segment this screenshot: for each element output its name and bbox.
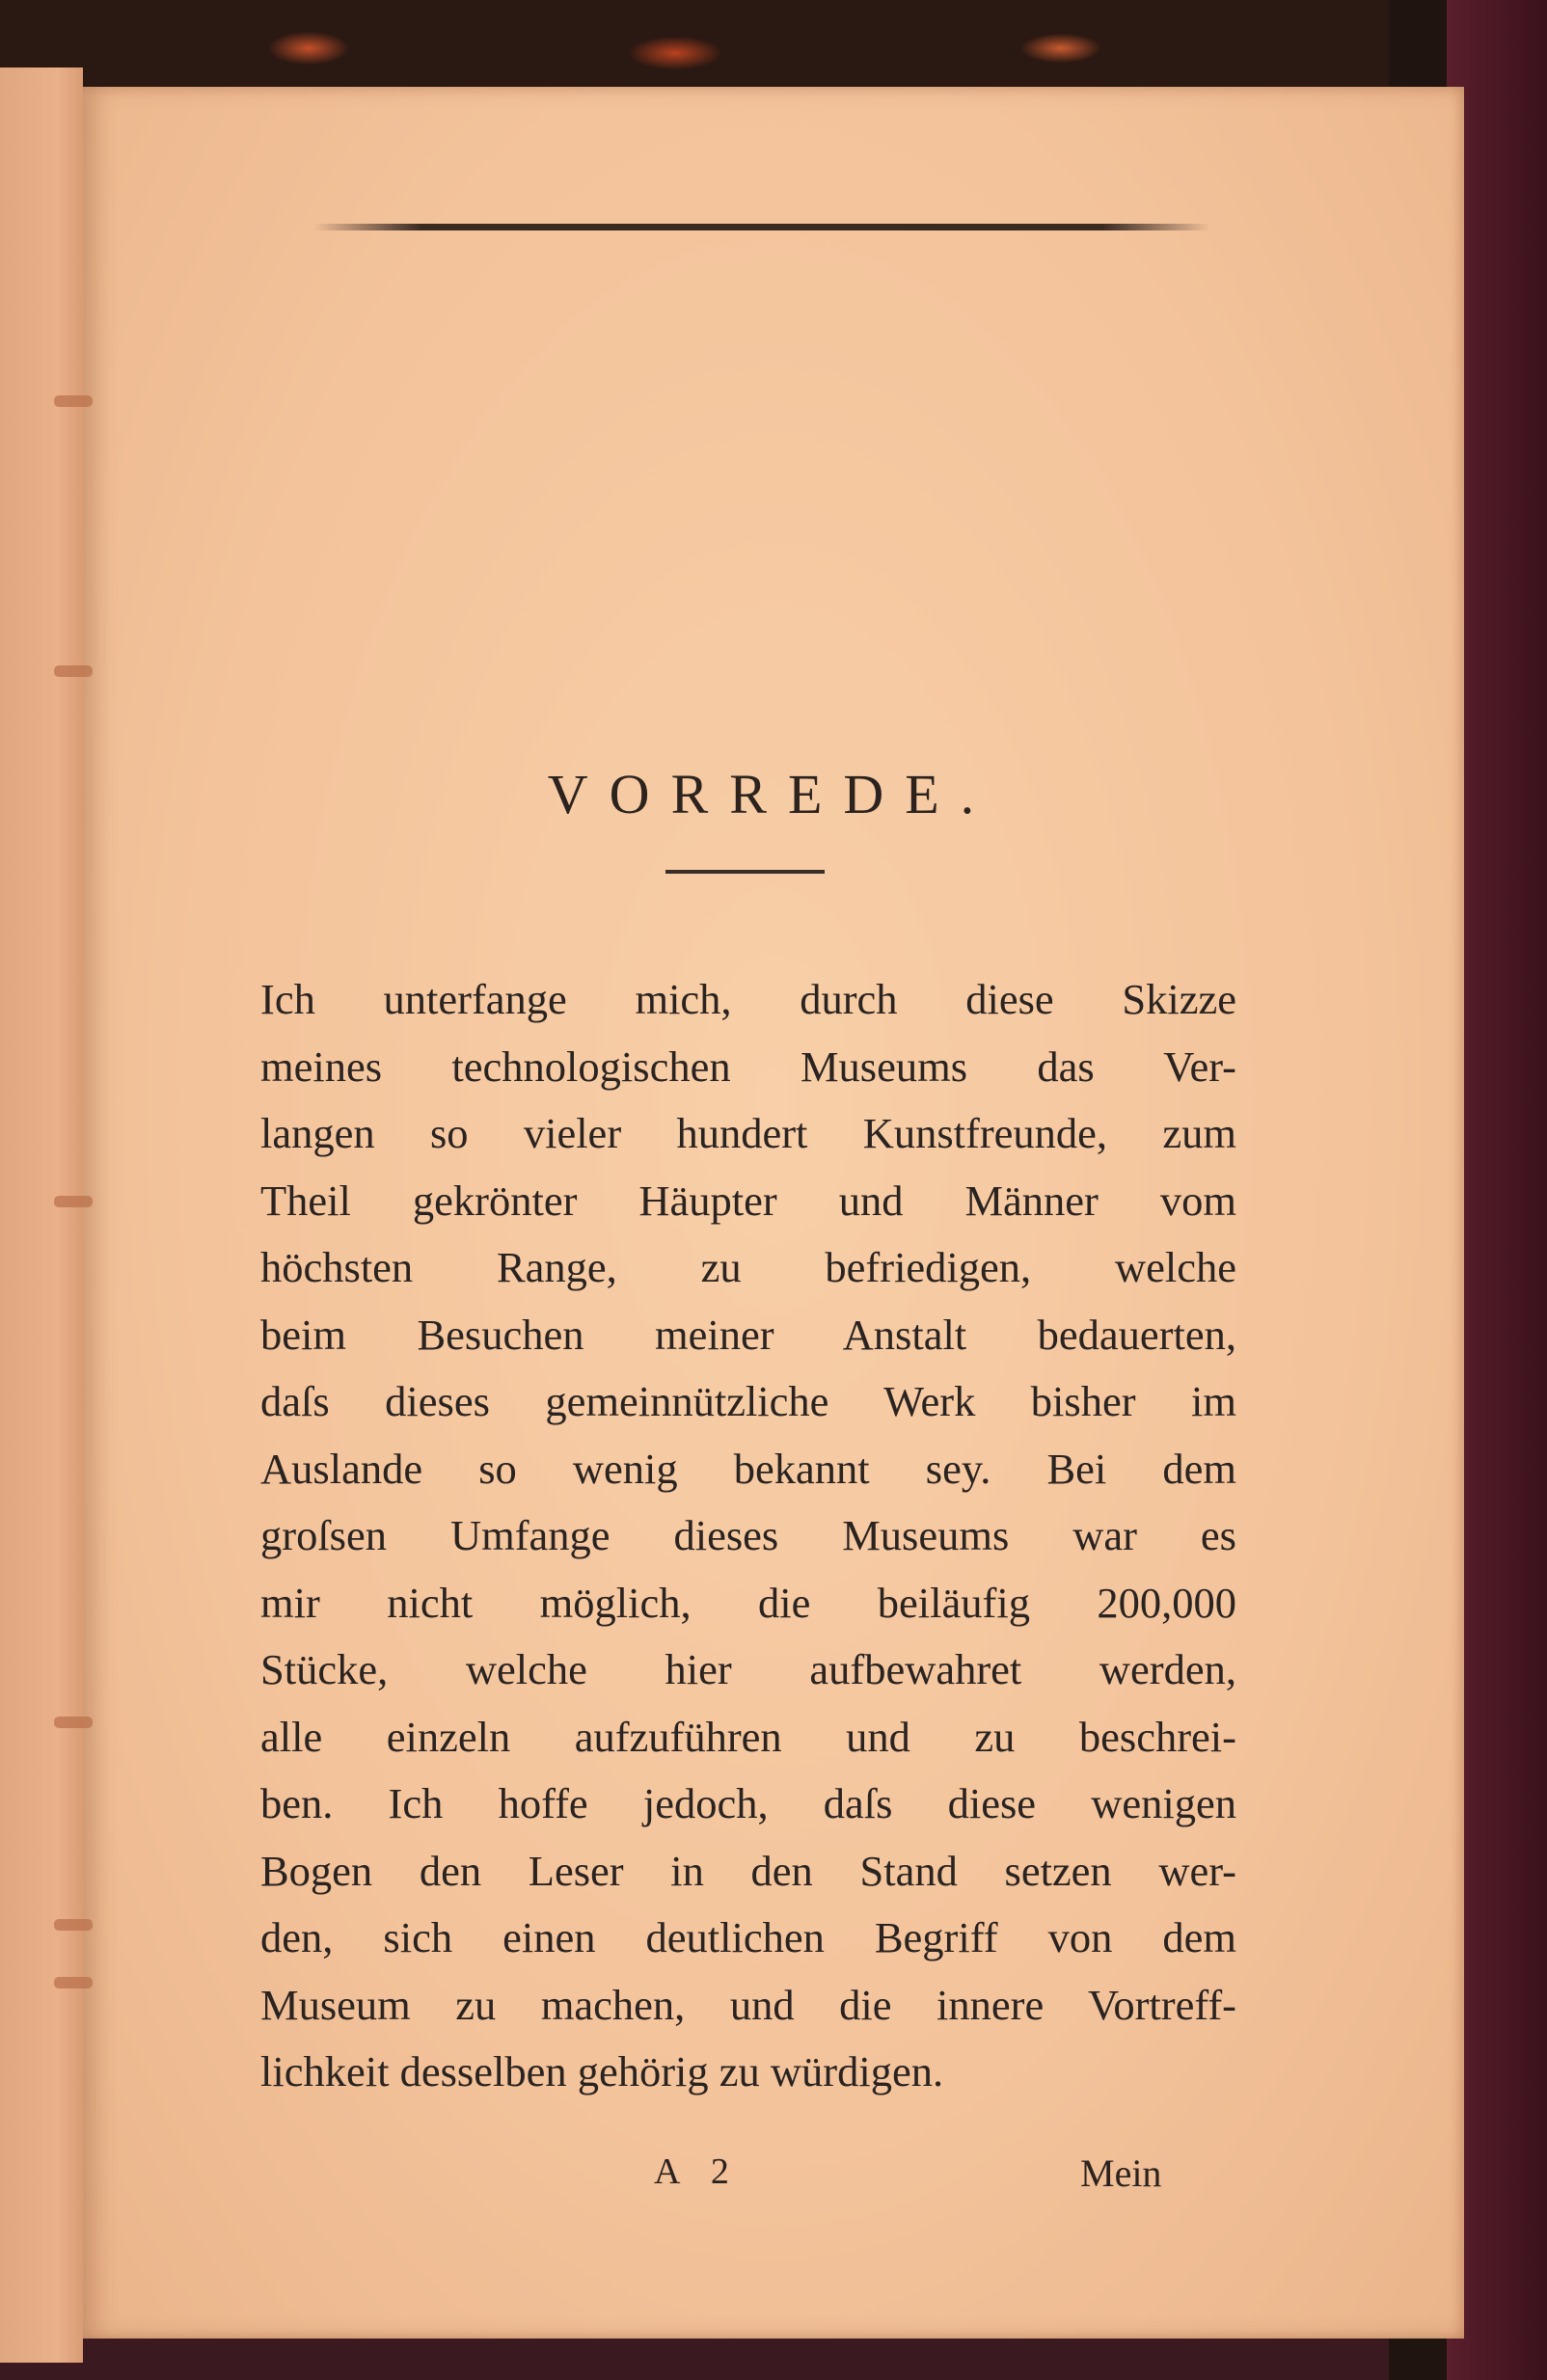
header-ornament-rule [313,224,1210,230]
text-line: beim Besuchen meiner Anstalt bedauerten, [260,1310,1236,1359]
text-line: Stücke, welche hier aufbewahret werden, [260,1645,1236,1693]
text-line: meines technologischen Museums das Ver- [260,1041,1236,1091]
catchword: Mein [1080,2151,1162,2195]
text-line: mir nicht möglich, die beiläufig 200,000 [260,1578,1236,1627]
facing-page-edge [0,68,83,2363]
title-underline [665,870,825,874]
text-line: Museum zu machen, und die innere Vortreff- [260,1980,1236,2029]
book-cover-top [0,0,1547,87]
text-line: Bogen den Leser in den Stand setzen wer- [260,1846,1236,1895]
binding-hole [54,1977,93,1988]
text-line: lichkeit desselben gehörig zu würdigen. [260,2047,944,2096]
binding-hole [54,665,93,677]
page-title: VORREDE. [547,763,996,825]
text-line: den, sich einen deutlichen Begriff von dem [260,1913,1236,1961]
binding-hole [54,395,93,407]
text-line: alle einzeln aufzuführen und zu beschrei- [260,1712,1236,1761]
text-line: groſsen Umfange dieses Museums war es [260,1511,1236,1559]
text-line: daſs dieses gemeinnützliche Werk bisher im [260,1377,1236,1425]
text-line: Theil gekrönter Häupter und Männer vom [260,1176,1236,1225]
binding-hole [54,1919,93,1931]
binding-hole [54,1717,93,1728]
preface-text [260,966,1236,2106]
text-line: ben. Ich hoffe jedoch, daſs diese wenigen [260,1779,1236,1827]
text-line: Ich unterfange mich, durch diese Skizze [260,975,1236,1023]
signature-mark: A 2 [654,2151,741,2192]
text-line: Auslande so wenig bekannt sey. Bei dem [260,1444,1236,1493]
text-line: höchsten Range, zu befriedigen, welche [260,1243,1236,1291]
text-line: langen so vieler hundert Kunstfreunde, zum [260,1109,1236,1157]
binding-hole [54,1196,93,1207]
